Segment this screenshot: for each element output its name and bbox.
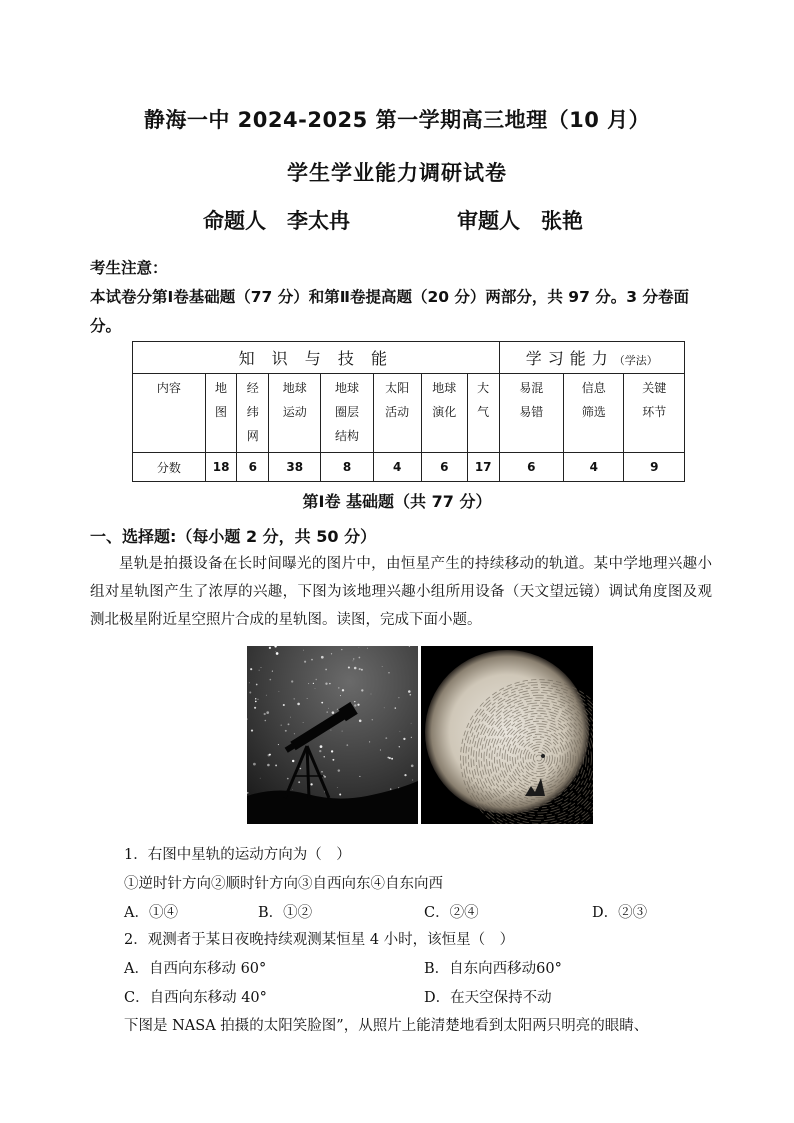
q1-option-a: A．①④ — [124, 905, 178, 921]
next-question-intro: 下图是 NASA 拍摄的太阳笑脸图”，从照片上能清楚地看到太阳两只明亮的眼睛、 — [124, 1018, 649, 1034]
col-name-3: 地球圈层结构 — [334, 381, 359, 443]
reviewer: 审题人 张艳 — [457, 209, 583, 233]
author: 命题人 李太冉 — [203, 209, 350, 233]
col-name-2: 地球运动 — [282, 381, 307, 419]
col-name — [321, 374, 373, 453]
col-score-9: 9 — [624, 453, 685, 482]
question-2-stem: 2．观测者于某日夜晚持续观测某恒星 4 小时，该恒星（ ） — [124, 932, 515, 948]
col-name — [237, 374, 269, 453]
col-name — [624, 374, 685, 453]
col-score-7: 6 — [499, 453, 564, 482]
col-score-6: 17 — [467, 453, 499, 482]
question-1-choices: ①逆时针方向②顺时针方向③自西向东④自东向西 — [124, 876, 443, 892]
col-score-5: 6 — [421, 453, 467, 482]
col-name — [205, 374, 237, 453]
notice-text: 本试卷分第Ⅰ卷基础题（77 分）和第Ⅱ卷提高题（20 分）两部分，共 97 分。3 分卷面分。 — [90, 288, 689, 335]
col-name-6: 大气 — [477, 381, 490, 419]
col-name — [467, 374, 499, 453]
q1-option-b: B．①② — [258, 905, 313, 921]
row-label-score: 分数 — [133, 453, 206, 482]
col-name-9: 关键环节 — [642, 381, 667, 419]
question-intro: 星轨是拍摄设备在长时间曝光的图片中，由恒星产生的持续移动的轨道。某中学地理兴趣小组对星轨图产生了浓厚的兴趣，下图为该地理兴趣小组所用设备（天文望远镜）调试角度图及观测北极星附近星空照片合成的星轨图。读图，完成下面小题。 — [90, 556, 712, 628]
col-score-0: 18 — [205, 453, 237, 482]
col-name-1: 经纬网 — [246, 381, 259, 443]
q2-option-d: D．在天空保持不动 — [424, 990, 552, 1006]
col-score-4: 4 — [373, 453, 421, 482]
col-name — [269, 374, 321, 453]
col-score-2: 38 — [269, 453, 321, 482]
col-name-0: 地图 — [215, 381, 228, 419]
q2-option-b: B．自东向西移动60° — [424, 961, 562, 977]
group-learning-ability-label: 学习能力 — [525, 349, 614, 368]
col-name — [373, 374, 421, 453]
col-name-5: 地球演化 — [432, 381, 457, 419]
exam-title-line1: 静海一中 2024-2025 第一学期高三地理（10 月） — [143, 108, 651, 132]
telescope-photo — [247, 646, 418, 824]
col-name — [564, 374, 624, 453]
col-name — [421, 374, 467, 453]
col-score-1: 6 — [237, 453, 269, 482]
col-score-3: 8 — [321, 453, 373, 482]
score-table — [132, 341, 685, 482]
row-label-content: 内容 — [133, 374, 206, 453]
q2-option-a: A．自西向东移动 60° — [124, 961, 267, 977]
col-name-7: 易混易错 — [519, 381, 544, 419]
notice-label: 考生注意： — [90, 259, 168, 277]
q2-option-c: C．自西向东移动 40° — [124, 990, 267, 1006]
col-name-4: 太阳活动 — [385, 381, 410, 419]
part-title: 一、选择题:（每小题 2 分，共 50 分） — [90, 527, 377, 546]
star-trail-photo — [421, 646, 593, 824]
group-learning-ability-note: （学法） — [613, 354, 658, 367]
section-title: 第Ⅰ卷 基础题（共 77 分） — [302, 492, 492, 511]
q1-option-c: C．②④ — [424, 905, 479, 921]
group-knowledge-skills: 知 识 与 技 能 — [133, 342, 500, 374]
col-name-8: 信息筛选 — [581, 381, 606, 419]
col-name — [499, 374, 564, 453]
q1-option-d: D．②③ — [592, 905, 648, 921]
exam-title-line2: 学生学业能力调研试卷 — [287, 161, 507, 185]
group-learning-ability — [499, 342, 684, 374]
col-score-8: 4 — [564, 453, 624, 482]
question-1-stem: 1．右图中星轨的运动方向为（ ） — [124, 847, 351, 863]
